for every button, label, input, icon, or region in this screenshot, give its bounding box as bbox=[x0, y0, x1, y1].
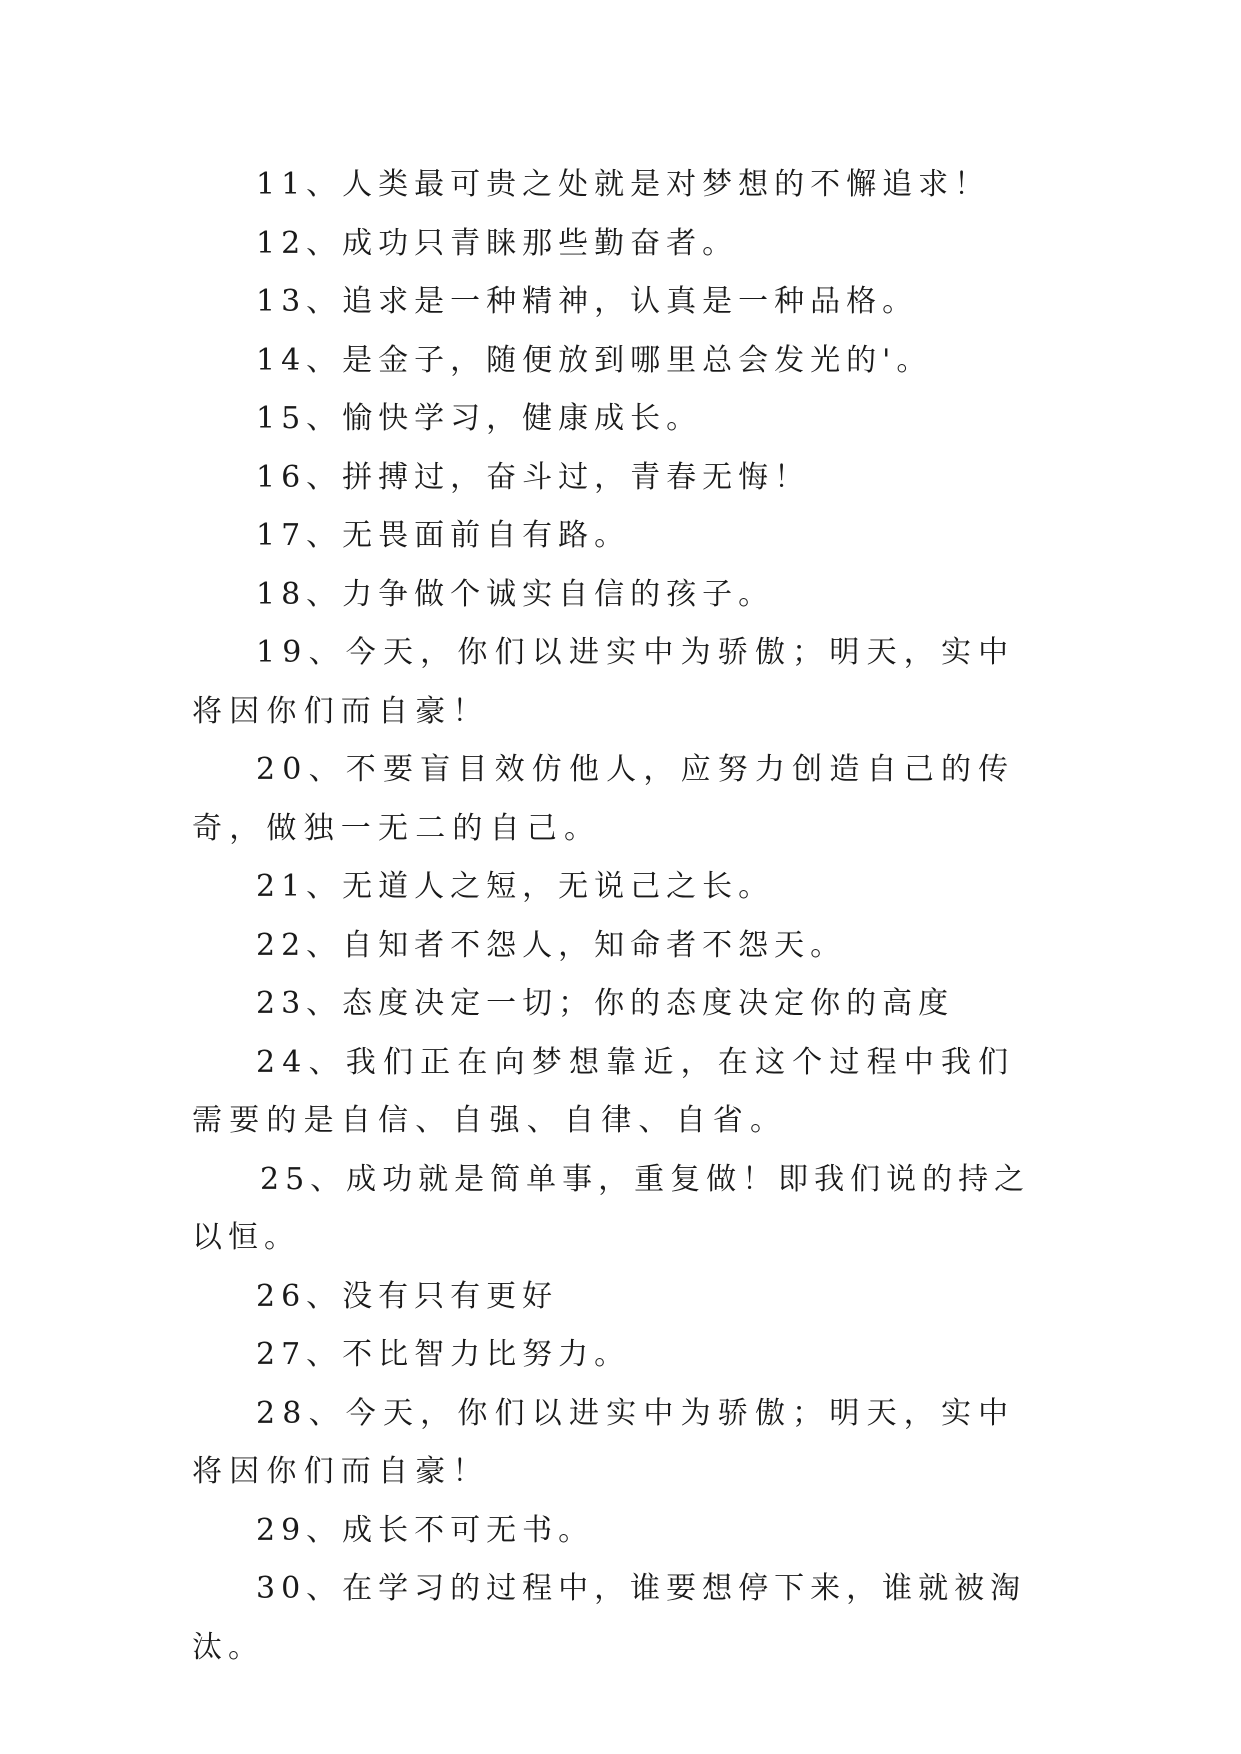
paragraph-30: 30、在学习的过程中，谁要想停下来，谁就被淘汰。 bbox=[192, 1571, 1027, 1665]
paragraph-12: 12、成功只青睐那些勤奋者。 bbox=[256, 225, 739, 261]
paragraph-23: 23、态度决定一切；你的态度决定你的高度 bbox=[256, 986, 955, 1021]
paragraph-15: 15、愉快学习，健康成长。 bbox=[256, 401, 703, 436]
document-body bbox=[192, 156, 1052, 1677]
paragraph-11: 11、人类最可贵之处就是对梦想的不懈追求！ bbox=[256, 167, 991, 202]
paragraph-21: 21、无道人之短，无说己之长。 bbox=[256, 869, 775, 904]
paragraph-28: 28、今天，你们以进实中为骄傲；明天，实中将因你们而自豪！ bbox=[192, 1395, 1016, 1489]
paragraph-18: 18、力争做个诚实自信的孩子。 bbox=[256, 576, 775, 612]
paragraph-16: 16、拼搏过，奋斗过，青春无悔！ bbox=[256, 459, 811, 495]
paragraph-17: 17、无畏面前自有路。 bbox=[256, 518, 631, 553]
paragraph-25: 25、成功就是简单事，重复做！即我们说的持之以恒。 bbox=[192, 1161, 1031, 1255]
paragraph-24: 24、我们正在向梦想靠近，在这个过程中我们需要的是自信、自强、自律、自省。 bbox=[192, 1044, 1016, 1138]
paragraph-13: 13、追求是一种精神，认真是一种品格。 bbox=[256, 284, 919, 319]
paragraph-29: 29、成长不可无书。 bbox=[256, 1512, 595, 1548]
paragraph-19: 19、今天，你们以进实中为骄傲；明天，实中将因你们而自豪！ bbox=[192, 635, 1016, 729]
paragraph-27: 27、不比智力比努力。 bbox=[256, 1337, 631, 1372]
paragraph-22: 22、自知者不怨人，知命者不怨天。 bbox=[256, 927, 847, 963]
paragraph-26: 26、没有只有更好 bbox=[256, 1278, 559, 1314]
paragraph-14: 14、是金子，随便放到哪里总会发光的'。 bbox=[256, 342, 933, 378]
paragraph-20: 20、不要盲目效仿他人，应努力创造自己的传奇，做独一无二的自己。 bbox=[192, 752, 1016, 846]
